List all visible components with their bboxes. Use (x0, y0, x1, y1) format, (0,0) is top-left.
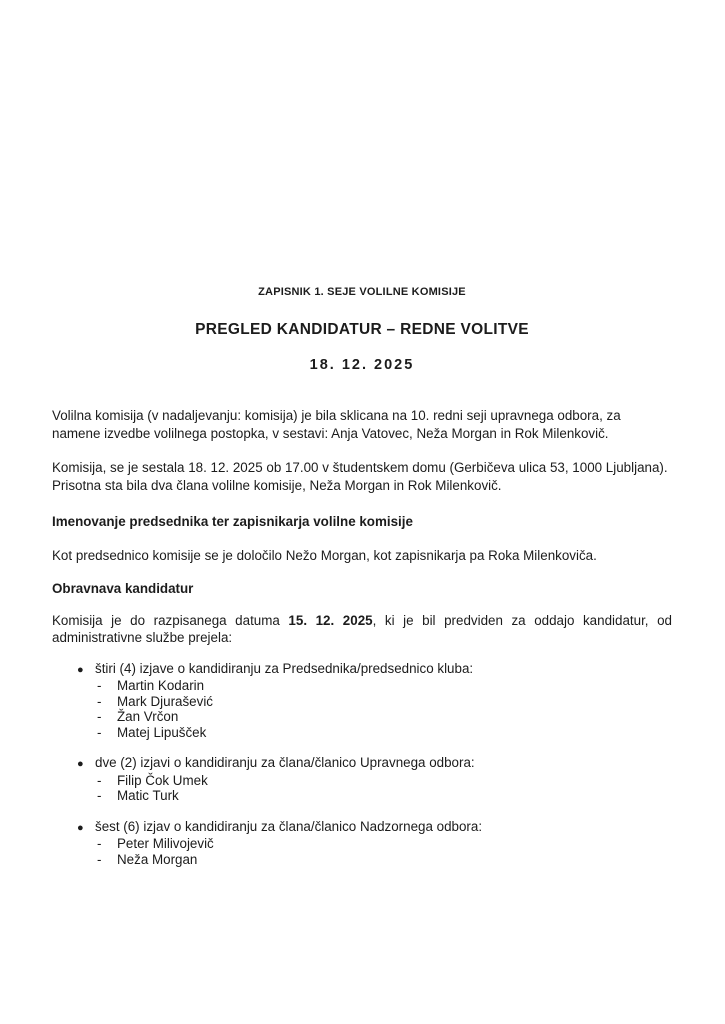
group-label: štiri (4) izjave o kandidiranju za Predsednika/predsednico kluba: (95, 660, 474, 676)
group-label: dve (2) izjavi o kandidiranju za člana/članico Upravnega odbora: (95, 755, 475, 770)
candidate-item (52, 678, 672, 694)
document-date: 18. 12. 2025 (309, 357, 415, 373)
document-kicker: ZAPISNIK 1. SEJE VOLILNE KOMISIJE (258, 286, 466, 298)
paragraph-appointment: Kot predsednico komisije se je določilo Nežo Morgan, kot zapisnikarja pa Roka Milenkoviča. (52, 547, 597, 563)
bullet-icon: ● (77, 821, 84, 834)
dash-icon: - (97, 678, 102, 693)
group-label-line (52, 819, 672, 837)
candidate-name: Matej Lipušček (117, 724, 207, 740)
candidate-item (52, 788, 672, 804)
dash-icon: - (97, 836, 102, 851)
heading-appointment: Imenovanje predsednika ter zapisnikarja volilne komisije (52, 514, 413, 529)
candidate-name: Martin Kodarin (117, 678, 205, 693)
candidate-name: Peter Milivojevič (117, 836, 214, 851)
review-text-suffix: , ki je bil predviden za oddajo kandidatur, od administrativne službe prejela: (52, 612, 672, 645)
dash-icon: - (97, 724, 102, 740)
dash-icon: - (97, 709, 102, 724)
group-label: šest (6) izjav o kandidiranju za člana/članico Nadzornega odbora: (95, 818, 483, 834)
bullet-icon: ● (77, 758, 84, 770)
candidate-name: Neža Morgan (117, 851, 198, 867)
candidate-name: Filip Čok Umek (117, 772, 208, 788)
heading-review: Obravnava kandidatur (52, 581, 194, 596)
page-title: PREGLED KANDIDATUR – REDNE VOLITVE (195, 321, 529, 338)
dash-icon: - (97, 788, 102, 803)
dash-icon: - (97, 851, 102, 867)
candidate-name: Matic Turk (117, 788, 179, 803)
candidate-group-nadzorni-odbor (52, 819, 672, 868)
review-deadline-date: 15. 12. 2025 (288, 612, 373, 628)
candidate-item (52, 694, 672, 710)
document-content (52, 0, 672, 867)
candidate-item (52, 725, 672, 741)
candidate-group-upravni-odbor (52, 755, 672, 804)
candidate-item (52, 709, 672, 725)
candidate-item (52, 773, 672, 789)
group-label-line (52, 661, 672, 679)
group-label-line (52, 755, 672, 773)
candidate-lists (52, 661, 672, 868)
candidate-group-president (52, 661, 672, 741)
review-text-prefix: Komisija je do razpisanega datuma (52, 612, 280, 628)
candidate-item (52, 852, 672, 868)
paragraph-intro: Volilna komisija (v nadaljevanju: komisija) je bila sklicana na 10. redni seji upravnega odbora, za namene izvedbe volilnega postopka, v sestavi: Anja Vatovec, Neža Morgan in Rok Milenkovič. (52, 408, 621, 441)
paragraph-review (52, 612, 672, 647)
candidate-name: Mark Djurašević (117, 693, 213, 709)
dash-icon: - (97, 693, 102, 709)
paragraph-meeting: Komisija, se je sestala 18. 12. 2025 ob 17.00 v študentskem domu (Gerbičeva ulica 53, 1000 Ljubljana). Prisotna sta bila dva člana volilne komisije, Neža Morgan in Rok Milenkovič. (52, 460, 668, 493)
candidate-name: Žan Vrčon (117, 709, 179, 724)
candidate-item (52, 836, 672, 852)
bullet-icon: ● (77, 663, 84, 676)
dash-icon: - (97, 772, 102, 788)
